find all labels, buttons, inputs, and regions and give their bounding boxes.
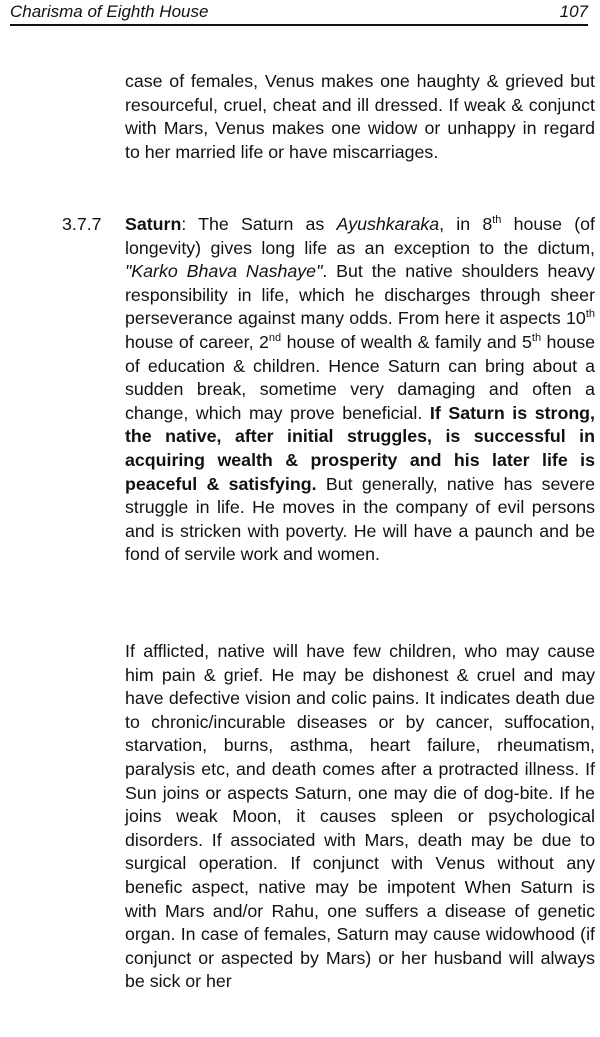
running-header-title: Charisma of Eighth House xyxy=(10,2,209,21)
text-run: house (of longevity) gives long life as an exception to the dictum, xyxy=(125,214,595,258)
text-run: But generally, native has severe struggle in life. He moves in the company of evil persons and is stricken with poverty. He will have a paunch and be fond of servile work and women. xyxy=(125,473,595,565)
running-header xyxy=(10,2,588,26)
paragraph-afflicted: If afflicted, native will have few children, who may cause him pain & grief. He may be dishonest & cruel and may have defective vision and colic pains. It indicates death due to chronic/incurable diseases or by cancer, suffocation, starvation, burns, asthma, heart failure, rheumatism, paralysis etc, and death comes after a protracted illness. If Sun joins or aspects Saturn, one may die of dog-bite. If he joins weak Moon, it causes spleen or psychological disorders. If associated with Mars, death may be due to surgical operation. If conjunct with Venus without any benefic aspect, native may be impotent When Saturn is with Mars and/or Rahu, one suffers a disease of genetic organ. In case of females, Saturn may cause widowhood (if conjunct or aspected by Mars) or her husband will always be sick or her xyxy=(125,641,595,992)
bold-emphasis: If Saturn is strong, the native, after initial struggles, is successful in acquiring wealth & prosperity and his later life is peaceful & satisfying. xyxy=(125,402,595,494)
text-run: house of career, 2 xyxy=(125,331,269,352)
term-dictum: "Karko Bhava Nashaye" xyxy=(125,261,323,282)
paragraph-saturn xyxy=(125,213,595,567)
term-ayushkaraka: Ayushkaraka xyxy=(336,214,440,234)
text-run: : The Saturn as xyxy=(181,214,337,234)
page-number: 107 xyxy=(559,2,588,21)
superscript: th xyxy=(492,214,502,226)
superscript: th xyxy=(531,331,542,344)
superscript: th xyxy=(585,308,595,321)
section-number: 3.7.7 xyxy=(62,214,102,234)
paragraph-venus-continued: case of females, Venus makes one haughty & grieved but resourceful, cruel, cheat and ill dressed. If weak & conjunct with Mars, Venus makes one widow or unhappy in regard to her married life or have miscarriages. xyxy=(125,71,595,162)
text-run: house of education & children. Hence Saturn can bring about a sudden break, sometime very damaging and often a change, which may prove beneficial. xyxy=(125,331,595,423)
text-run: , in 8 xyxy=(439,214,493,234)
text-run: house of wealth & family and 5 xyxy=(281,331,532,352)
section-heading: Saturn xyxy=(125,214,182,234)
text-run: . But the native shoulders heavy responsibility in life, which he discharges through sheer perseverance against many odds. From here it aspects 10 xyxy=(125,261,595,329)
superscript: nd xyxy=(268,331,282,344)
